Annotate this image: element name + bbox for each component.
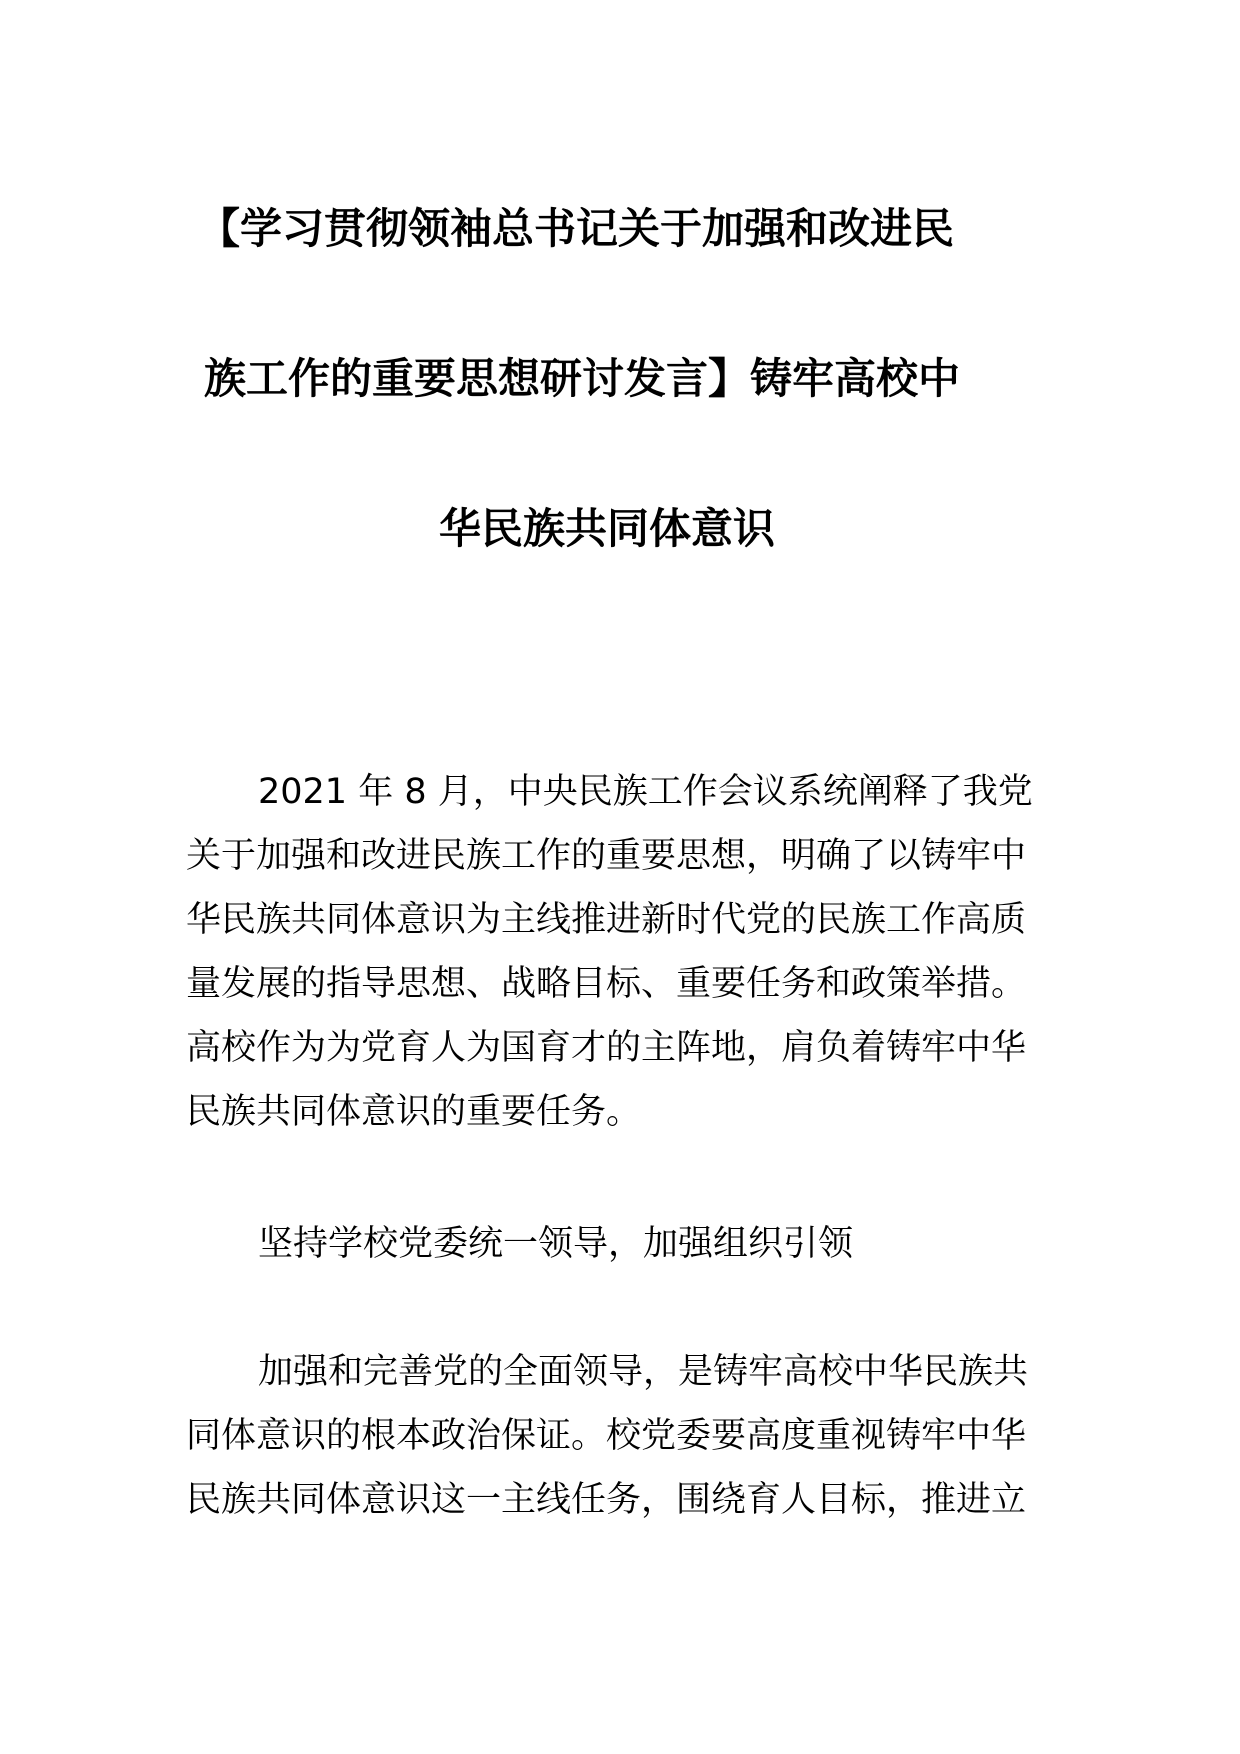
paragraph-line: 量发展的指导思想、战略目标、重要任务和政策举措。 xyxy=(186,964,1027,1004)
paragraph-leadership xyxy=(186,1340,1066,1532)
paragraph-line: 关于加强和改进民族工作的重要思想，明确了以铸牢中 xyxy=(186,836,1027,876)
title-line-1: 【学习贯彻领袖总书记关于加强和改进民 xyxy=(198,204,955,253)
paragraph-line: 加强和完善党的全面领导，是铸牢高校中华民族共 xyxy=(258,1352,1029,1392)
paragraph-line: 高校作为为党育人为国育才的主阵地，肩负着铸牢中华 xyxy=(186,1028,1027,1068)
paragraph-line: 民族共同体意识的重要任务。 xyxy=(186,1092,642,1132)
section-heading xyxy=(186,1212,1066,1276)
paragraph-line: 民族共同体意识这一主线任务，围绕育人目标，推进立 xyxy=(186,1480,1027,1520)
title-line-3: 华民族共同体意识 xyxy=(439,504,776,553)
paragraph-intro xyxy=(186,760,1066,1144)
paragraph-line: 2021 年 8 月，中央民族工作会议系统阐释了我党 xyxy=(258,772,1033,812)
section-heading-text: 坚持学校党委统一领导，加强组织引领 xyxy=(258,1224,854,1264)
paragraph-line: 同体意识的根本政治保证。校党委要高度重视铸牢中华 xyxy=(186,1416,1027,1456)
paragraph-line: 华民族共同体意识为主线推进新时代党的民族工作高质 xyxy=(186,900,1027,940)
title-line-2: 族工作的重要思想研讨发言】铸牢高校中 xyxy=(204,354,961,403)
